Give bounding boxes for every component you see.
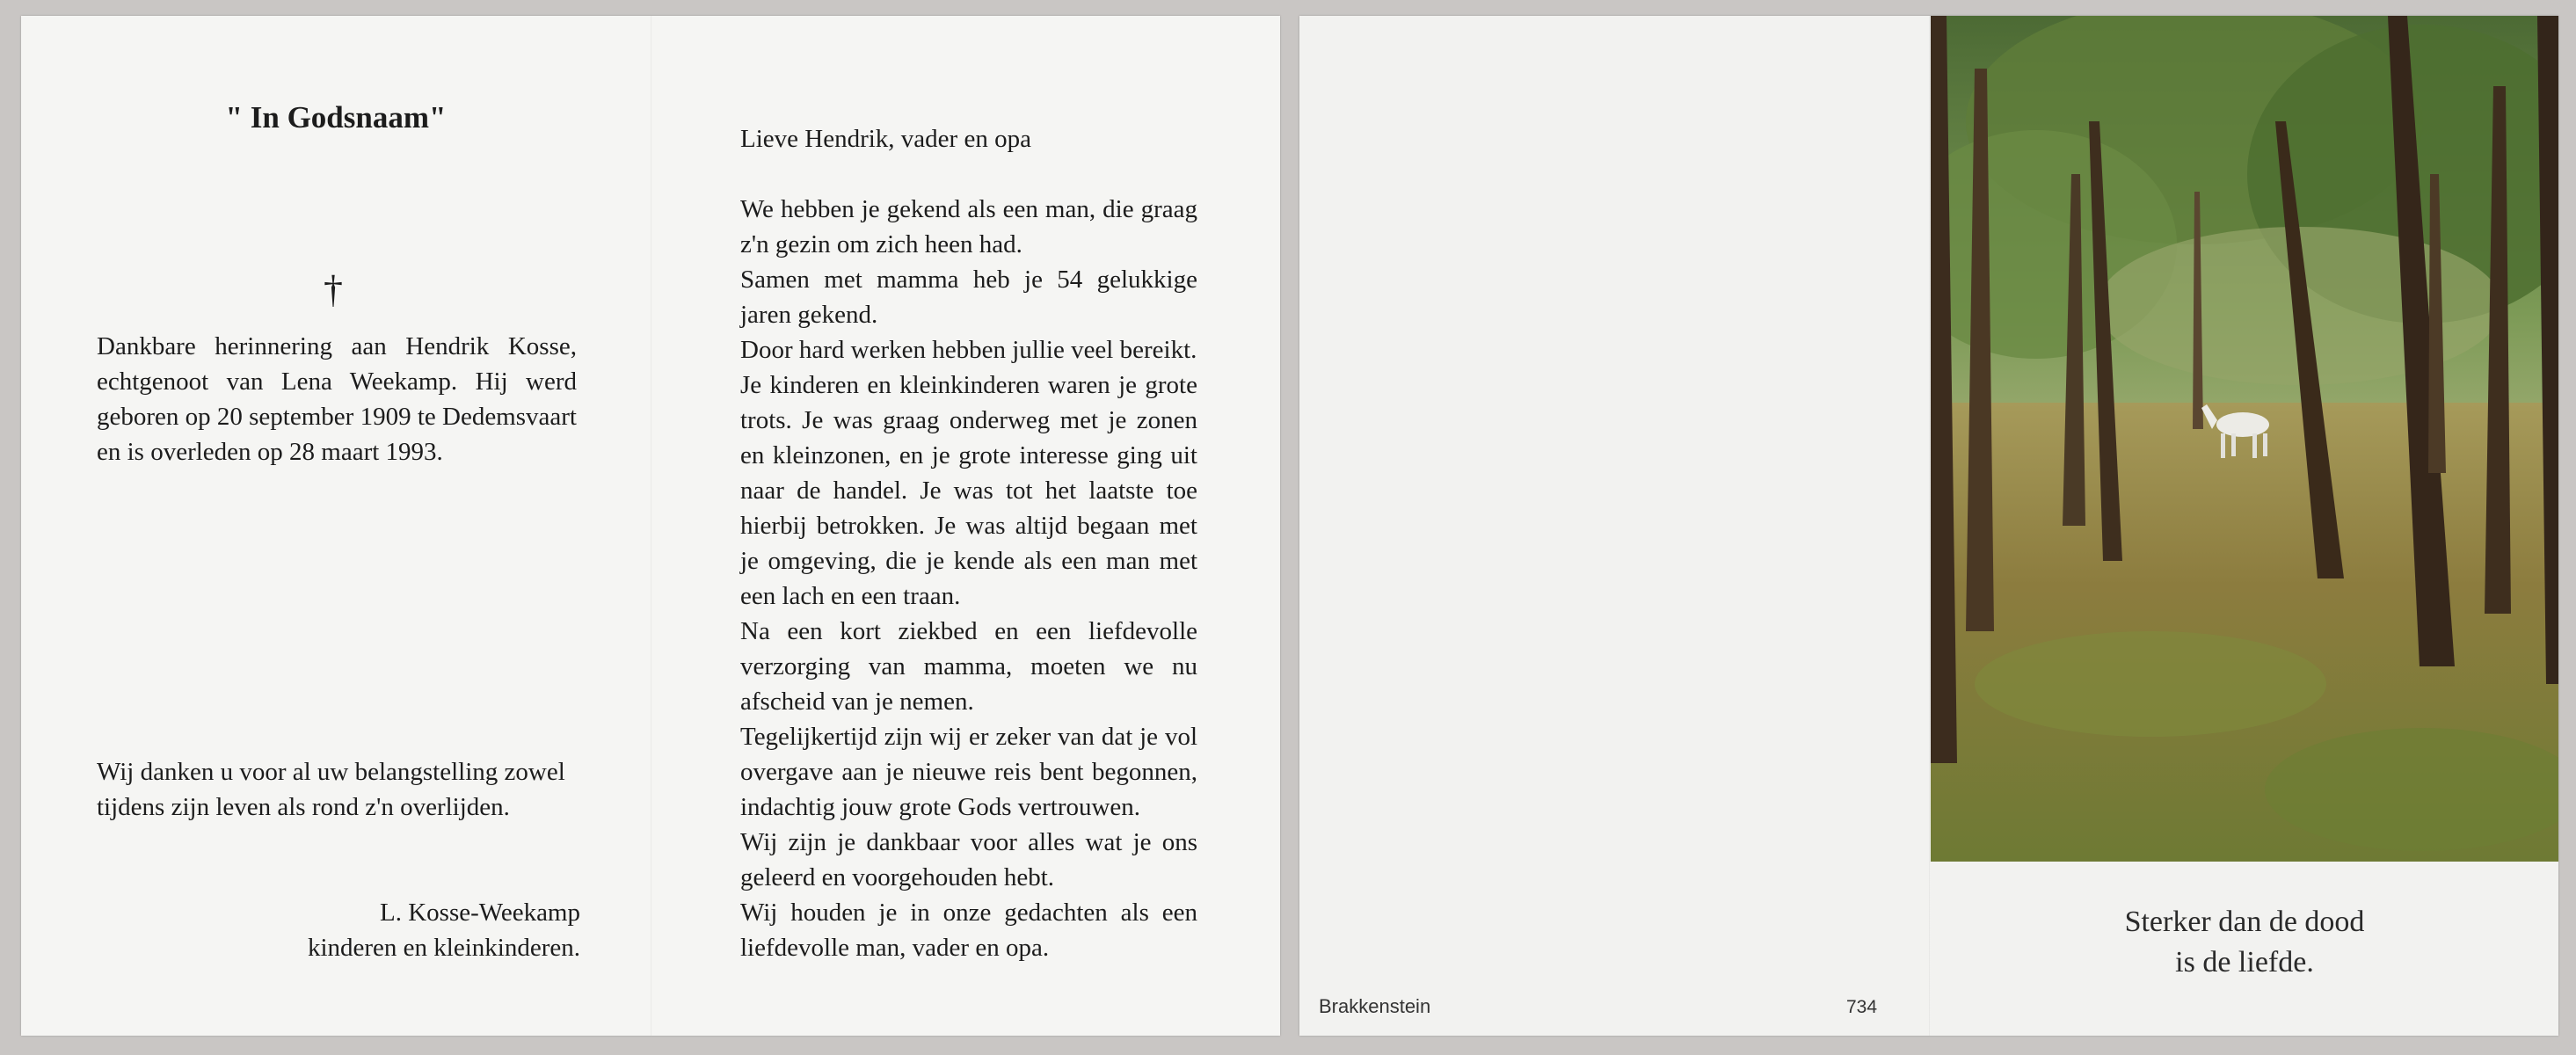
letter-paragraph: Samen met mamma heb je 54 gelukkige jaren gekend. [740, 266, 1197, 329]
letter-paragraph: Wij houden je in onze gedachten als een liefdevolle man, vader en opa. [740, 899, 1197, 962]
forest-photo [1931, 16, 2558, 862]
signature-line: kinderen en kleinkinderen. [307, 934, 580, 962]
card-heading: " In Godsnaam" [225, 100, 447, 135]
grass-patch [1975, 631, 2326, 737]
card-panel-dedication [21, 16, 651, 1036]
caption-line: is de liefde. [2175, 946, 2314, 979]
publisher-label: Brakkenstein [1319, 995, 1431, 1017]
letter-paragraph: Tegelijkertijd zijn wij er zeker van dat je vol overgave aan je nieuwe reis bent begonnen, indachtig jouw grote Gods vertrouwen. [740, 723, 1197, 821]
letter-body [740, 192, 1197, 965]
cross-icon: † [324, 268, 343, 311]
letter-paragraph: Na een kort ziekbed en een liefdevolle verzorging van mamma, moeten we nu afscheid van je nemen. [740, 617, 1197, 716]
card-panel-letter [651, 16, 1280, 1036]
memorial-card-left [21, 16, 1280, 1036]
forest-illustration [1931, 16, 2558, 862]
letter-salutation: Lieve Hendrik, vader en opa [740, 125, 1031, 153]
signature-line: L. Kosse-Weekamp [380, 899, 580, 927]
letter-paragraph: We hebben je gekend als een man, die graag z'n gezin om zich heen had. [740, 195, 1197, 258]
memorial-card-right [1299, 16, 2558, 1036]
letter-paragraph: Wij zijn je dankbaar voor alles wat je ons geleerd en voorgehouden hebt. [740, 828, 1197, 891]
caption [1931, 902, 2558, 983]
caption-line: Sterker dan de dood [2124, 906, 2365, 938]
card-code: 734 [1846, 997, 1878, 1017]
letter-paragraph: Door hard werken hebben jullie veel bereikt. [740, 336, 1197, 364]
letter-paragraph: Je kinderen en kleinkinderen waren je grote trots. Je was graag onderweg met je zonen en kleinzonen, en je grote interesse ging uit naar de handel. Je was tot het laatste toe hierbij betrokken. Je was altijd begaan met je omgeving, die je kende als een man met een lach en een traan. [740, 371, 1197, 610]
signature-block [308, 895, 580, 965]
thanks-text: Wij danken u voor al uw belangstelling zowel tijdens zijn leven als rond z'n overlijden. [97, 758, 565, 821]
remembrance-text: Dankbare herinnering aan Hendrik Kosse, echtgenoot van Lena Weekamp. Hij werd geboren op 20 september 1909 te Dedemsvaart en is overleden op 28 maart 1993. [97, 332, 577, 466]
